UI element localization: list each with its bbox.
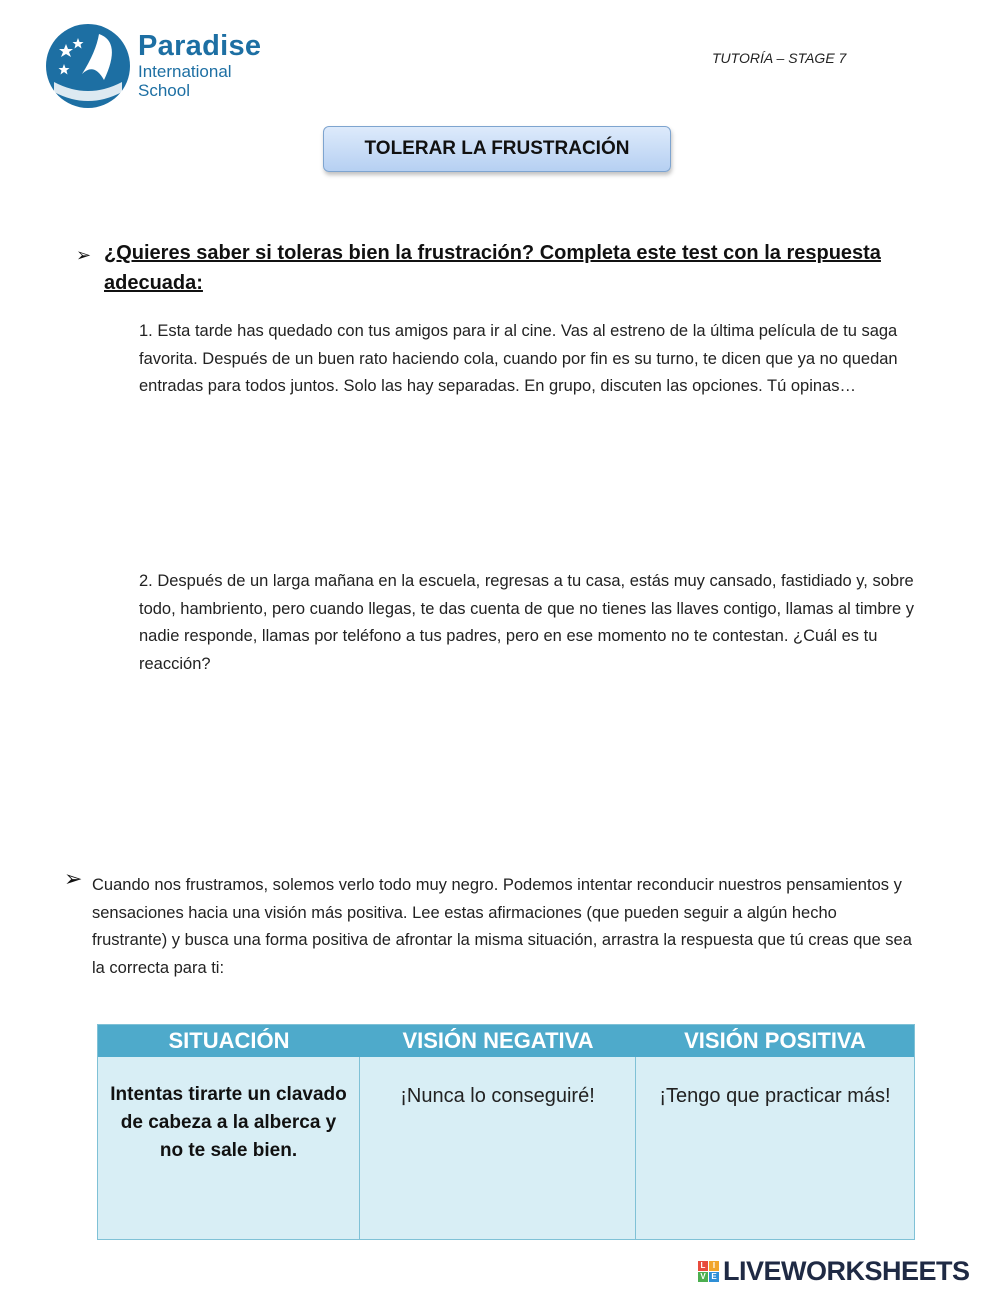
header-positive-view: VISIÓN POSITIVA [684,1028,866,1053]
negative-view-cell[interactable] [360,1057,636,1239]
instructions-paragraph: Cuando nos frustramos, solemos verlo todo muy negro. Podemos intentar reconducir nuestros pensamientos y sensaciones hacia una visión más positiva. Lee estas afirmaciones (que pueden seguir a algún hecho frustrante) y busca una forma positiva de afrontar la misma situación, arrastra la respuesta que tú creas que sea la correcta para ti: [92,876,912,977]
logo-line-3: School [138,81,190,100]
page-title: TOLERAR LA FRUSTRACIÓN [323,126,671,172]
section-heading: ¿Quieres saber si toleras bien la frustración? Completa este test con la respuesta adecuada: [104,242,881,294]
arrow-bullet-icon: ➢ [76,245,92,265]
school-emblem-icon [44,22,132,110]
badge-letter: L [698,1261,708,1271]
situation-text: Intentas tirarte un clavado de cabeza a la alberca y no te sale bien. [110,1084,347,1161]
liveworksheets-wordmark: LIVEWORKSHEETS [723,1255,970,1286]
situation-cell [98,1057,360,1239]
question-2: 2. Después de un larga mañana en la escuela, regresas a tu casa, estás muy cansado, fastidiado y, sobre todo, hambriento, pero cuando llegas, te das cuenta de que no tienes las llaves contigo, llamas al timbre y nadie responde, llamas por teléfono a tus padres, pero en ese momento no te contestan. ¿Cuál es tu reacción? [139,572,915,673]
live-badge-icon [698,1261,719,1282]
header-course-label: TUTORÍA – STAGE 7 [712,50,847,66]
badge-letter: E [709,1272,719,1282]
school-logo [44,22,284,112]
situations-table [97,1024,915,1240]
liveworksheets-logo [698,1256,970,1286]
arrow-bullet-icon: ➢ [64,866,83,891]
badge-letter: I [709,1261,719,1271]
header-situation: SITUACIÓN [168,1028,290,1053]
positive-view-cell[interactable] [636,1057,914,1239]
header-negative-view: VISIÓN NEGATIVA [402,1028,594,1053]
question-1: 1. Esta tarde has quedado con tus amigos para ir al cine. Vas al estreno de la última película de tu saga favorita. Después de un buen rato haciendo cola, cuando por fin es su turno, te dicen que ya no quedan entradas para todos juntos. Solo las hay separadas. En grupo, discuten las opciones. Tú opinas… [139,322,898,395]
negative-view-text[interactable]: ¡Nunca lo conseguiré! [400,1085,595,1107]
logo-line-2: International [138,62,232,81]
logo-name: Paradise [138,30,262,62]
badge-letter: V [698,1272,708,1282]
table-row [98,1057,914,1239]
table-header-row [98,1025,914,1057]
positive-view-text[interactable]: ¡Tengo que practicar más! [659,1085,891,1107]
